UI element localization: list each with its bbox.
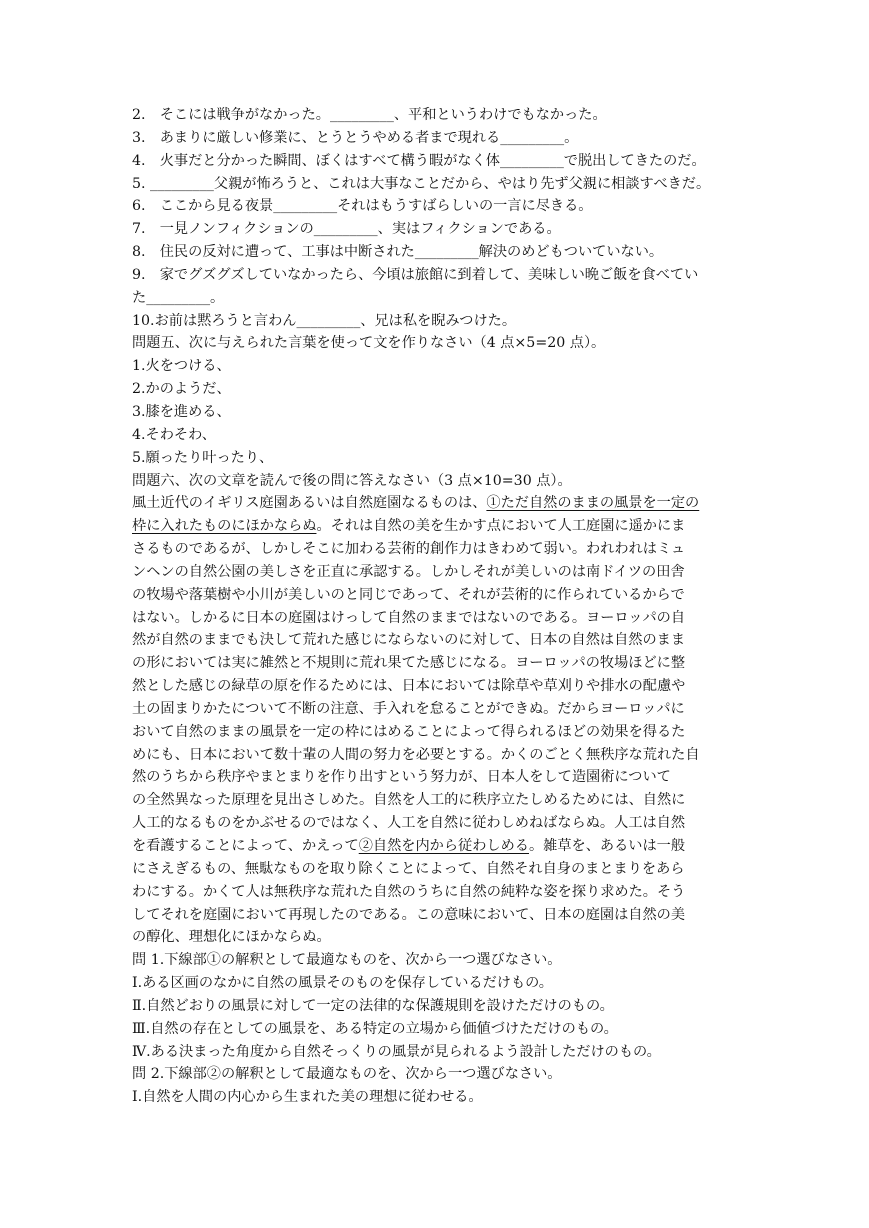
text-line: はない。しかるに日本の庭園はけっして自然のままではないのである。ヨーロッパの自	[132, 609, 686, 626]
text-line: 8. 住民の反対に遭って、工事は中断された_________解決のめどもついていない。	[132, 244, 664, 261]
text-segment: 風土近代のイギリス庭園あるいは自然庭園なるものは、	[132, 495, 487, 512]
text-line: の形においては実に雑然と不規則に荒れ果てた感じになる。ヨーロッパの牧場ほどに整	[132, 655, 686, 672]
text-line: ンヘンの自然公園の美しさを正直に承認する。しかしそれが美しいのは南ドイツの田舎	[132, 563, 685, 580]
text-line: 2. そこには戦争がなかった。_________、平和というわけでもなかった。	[132, 107, 607, 123]
text-line: 7. 一見ノンフィクションの_________、実はフィクションである。	[132, 221, 561, 238]
underlined-text: 枠に入れたものにほかならぬ	[132, 518, 317, 535]
text-line: 問題五、次に与えられた言葉を使って文を作りなさい（4 点×5=20 点）。	[132, 335, 606, 352]
text-line: 4.そわそわ、	[132, 426, 216, 443]
text-line: 3.膝を進める、	[132, 403, 231, 420]
text-line: さるものであるが、しかしそこに加わる芸術的創作力はきわめて弱い。われわれはミュ	[132, 541, 686, 558]
text-line: おいて自然のままの風景を一定の枠にはめることによって得られるほどの効果を得るた	[132, 723, 686, 740]
text-line	[132, 515, 752, 538]
text-line: 然のうちから秩序やまとまりを作り出すという努力が、日本人をして造園術について	[132, 769, 671, 786]
text-line: 6. ここから見る夜景_________それはもうすばらしいの一言に尽きる。	[132, 198, 593, 215]
text-line: 1.火をつける、	[132, 358, 231, 375]
text-line: 問題六、次の文章を読んで後の問に答えなさい（3 点×10=30 点）。	[132, 472, 572, 489]
text-line: 10.お前は黙ろうと言わん_________、兄は私を睨みつけた。	[132, 312, 517, 329]
text-line: Ⅱ.自然どおりの風景に対して一定の法律的な保護規則を設けただけのもの。	[132, 997, 614, 1014]
text-line: の牧場や落葉樹や小川が美しいのと同じであって、それが芸術的に作られているからで	[132, 586, 685, 603]
text-line: Ⅳ.ある決まった角度から自然そっくりの風景が見られるよう設計しただけのもの。	[132, 1043, 661, 1060]
text-line: の醇化、理想化にほかならぬ。	[132, 929, 331, 946]
text-line: してそれを庭園において再現したのである。この意味において、日本の庭園は自然の美	[132, 906, 686, 923]
text-segment: 。それは自然の美を生かす点において人工庭園に遥かにま	[316, 518, 686, 535]
text-segment: を看護することによって、かえって	[132, 838, 359, 854]
text-line: わにする。かくて人は無秩序な荒れた自然のうちに自然の純粋な姿を探り求めた。そう	[132, 883, 686, 900]
text-line: 問 1.下線部①の解釈として最適なものを、次から一つ選びなさい。	[132, 952, 562, 969]
text-line: Ⅲ.自然の存在としての風景を、ある特定の立場から価値づけただけのもの。	[132, 1020, 618, 1037]
text-line: 9. 家でグズグズしていなかったら、今頃は旅館に到着して、美味しい晩ご飯を食べてい	[132, 266, 699, 283]
text-line: 5. _________父親が怖ろうと、これは大事なことだから、やはり先ず父親に相談すべきだ。	[132, 175, 711, 192]
text-line: 3. あまりに厳しい修業に、とうとうやめる者まで現れる_________。	[132, 129, 579, 146]
text-segment: 。雑草を、あるいは一般	[528, 838, 686, 854]
text-line: Ⅰ.ある区画のなかに自然の風景そのものを保存しているだけもの。	[132, 975, 553, 992]
text-line: た_________。	[132, 289, 225, 306]
text-line: にさえぎるもの、無駄なものを取り除くことによって、自然それ自身のまとまりをあら	[132, 860, 685, 877]
text-line	[132, 835, 752, 858]
text-line: Ⅰ.自然を人間の内心から生まれた美の理想に従わせる。	[132, 1089, 483, 1106]
text-line: 4. 火事だと分かった瞬間、ぼくはすべて構う暇がなく体_________で脱出してきたのだ。	[132, 152, 706, 169]
text-line: 5.願ったり叶ったり、	[132, 449, 274, 466]
text-line: 然が自然のままでも決して荒れた感じにならないのに対して、日本の自然は自然のまま	[132, 632, 686, 649]
underlined-text: ②自然を内から従わしめる	[358, 838, 529, 854]
text-line: 土の固まりかたについて不断の注意、手入れを怠ることができぬ。だからヨーロッパに	[132, 700, 685, 717]
text-line: 然とした感じの緑草の原を作るためには、日本においては除草や草刈りや排水の配慮や	[132, 678, 686, 695]
text-line: の全然異なった原理を見出さしめた。自然を人工的に秩序立たしめるためには、自然に	[132, 792, 686, 809]
text-line	[132, 492, 752, 515]
text-body	[132, 104, 752, 1109]
text-line: 2.かのようだ、	[132, 381, 231, 398]
text-line: 問 2.下線部②の解釈として最適なものを、次から一つ選びなさい。	[132, 1066, 562, 1083]
underlined-text: ①ただ自然のままの風景を一定の	[486, 495, 700, 512]
text-line: めにも、日本において数十輩の人間の努力を必要とする。かくのごとく無秩序な荒れた自	[132, 746, 700, 763]
text-line: 人工的なるものをかぶせるのではなく、人工を自然に従わしめねばならぬ。人工は自然	[132, 815, 686, 832]
